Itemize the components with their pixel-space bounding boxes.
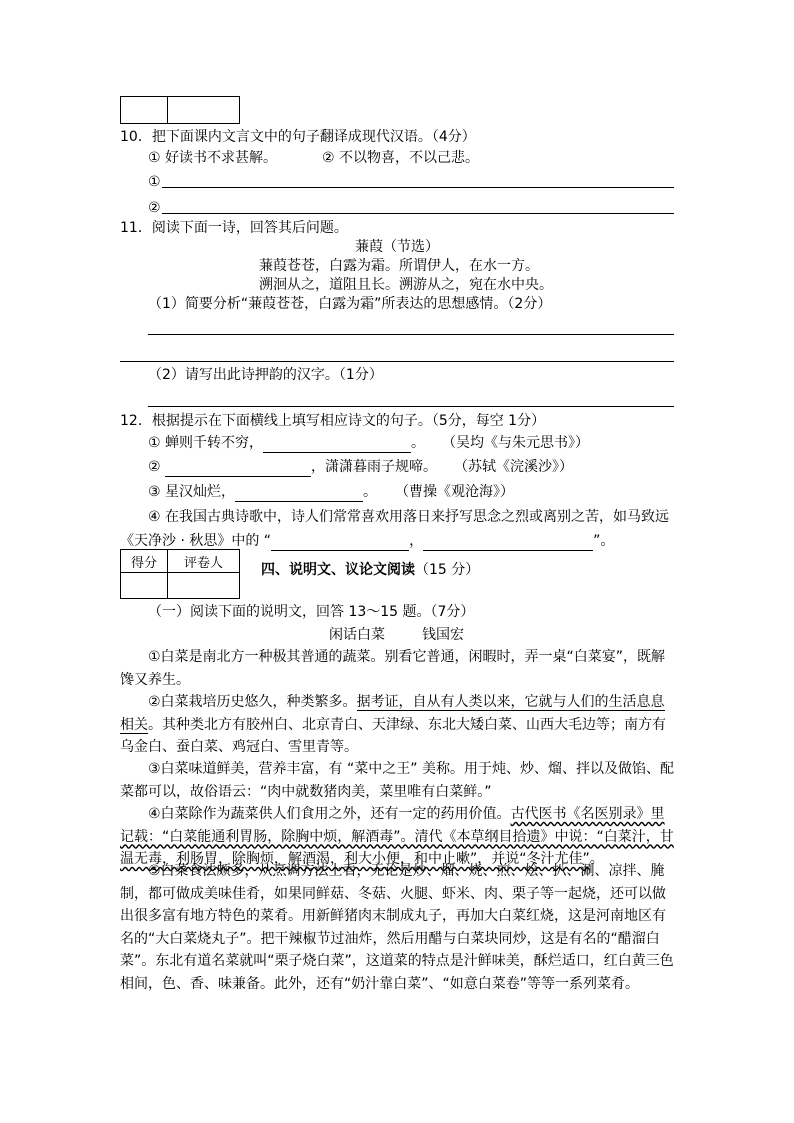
score-box-header-score: 得分 <box>121 550 168 573</box>
poem-line-1: 蒹葭苍苍，白露为霜。所谓伊人，在水一方。 <box>259 258 539 274</box>
section-4-title: 四、说明文、议论文阅读 <box>261 562 415 578</box>
section-4-heading <box>261 560 479 580</box>
q12-item-2-source: （苏轼《浣溪沙》） <box>454 459 573 475</box>
top-score-box <box>120 96 240 124</box>
paragraph-1: ①白菜是南北方一种极其普通的蔬菜。别看它普通，闲暇时，弄一桌“白菜宴”，既解馋又养生。 <box>120 649 666 688</box>
q12-item-4-comma: ， <box>409 533 424 549</box>
paragraph-2 <box>120 691 676 759</box>
q11-sub-2: （2）请写出此诗押韵的汉字。（1分） <box>148 367 383 383</box>
q10-answer-line-2[interactable] <box>162 213 674 214</box>
q12-stem: 12．根据提示在下面横线上填写相应诗文的句子。（5分，每空 1分） <box>120 413 546 429</box>
q12-blank-2[interactable] <box>165 460 311 477</box>
q12-item-4-end: ”。 <box>593 533 615 549</box>
poem-title: 蒹葭（节选） <box>355 239 439 255</box>
paragraph-5: ⑤白菜食法颇多，从烹调方法上看，无论是炒、熘、烧、煎、烩、扒、涮、凉拌、腌制，都可做成美味佳肴，如果同鲜菇、冬菇、火腿、虾米、肉、栗子等一起烧，还可以做出很多富有地方特色的菜肴。用新鲜猪肉末制成丸子，再加大白菜红烧，这是河南地区有名的“大白菜烧丸子”。把干辣椒节过油炸，然后用醋与白菜块同炒，这是有名的“醋溜白菜”。东北有道名菜就叫“栗子烧白菜”，这道菜的特点是汁鲜味美，酥烂适口，红白黄三色相间，色、香、味兼备。此外，还有“奶汁靠白菜”、“如意白菜卷”等等一系列菜肴。 <box>120 863 674 992</box>
q12-item-2-suffix: ，潇潇暮雨子规啼。 <box>311 459 438 475</box>
passage-intro: （一）阅读下面的说明文，回答 13～15 题。（7分） <box>148 604 475 620</box>
q10-sentence-1: ① 好读书不求甚解。 <box>148 150 278 166</box>
q12-item-1 <box>148 433 425 453</box>
paragraph-4-wavy-underlined: 古代医书《名医别录》里记载：“白菜能通利胃肠，除胸中烦，解酒毒”。清代《本草纲目拾遗》中说：“白菜汁，甘温无毒，利肠胃，除胸烦，解酒渴，利大小便，和中止嗽”，并说“冬汁尤佳” <box>120 806 674 867</box>
passage-author: 钱国宏 <box>422 627 464 643</box>
q11-answer-line-1[interactable] <box>148 334 674 335</box>
paragraph-2-underlined: 据考证，自从有人类以来，它就与人们的生活息息相关 <box>120 694 665 733</box>
score-box-header-grader: 评卷人 <box>168 550 240 573</box>
q12-blank-4[interactable] <box>271 534 409 551</box>
q12-item-4-line-1: ④ 在我国古典诗歌中，诗人们常常喜欢用落日来抒写思念之烈或离别之苦，如马致远 <box>148 509 669 525</box>
q11-sub-1: （1）简要分析“蒹葭苍苍，白露为霜”所表达的思想感情。（2分） <box>148 296 552 312</box>
q11-stem: 11．阅读下面一诗，回答其后问题。 <box>120 220 348 236</box>
q12-item-3-prefix: ③ 星汉灿烂， <box>148 484 236 500</box>
q10-answer-mark-2: ② <box>148 200 161 216</box>
score-box-grader-cell[interactable] <box>168 573 240 599</box>
q11-answer-line-3[interactable] <box>148 406 674 407</box>
paragraph-4-start: ④白菜除作为蔬菜供人们食用之外，还有一定的药用价值。 <box>148 806 511 822</box>
q12-blank-5[interactable] <box>423 534 593 551</box>
section-4-score: （15 分） <box>415 562 480 578</box>
q12-item-1-source: （吴均《与朱元思书》） <box>442 435 589 451</box>
q12-item-2-prefix: ② <box>148 459 161 475</box>
q12-blank-1[interactable] <box>263 436 411 453</box>
top-score-cell-1 <box>121 97 168 124</box>
q10-answer-line-1[interactable] <box>162 187 674 188</box>
passage-title: 闲话白菜 <box>329 627 385 643</box>
q10-stem: 10．把下面课内文言文中的句子翻译成现代汉语。（4分） <box>120 129 476 145</box>
paragraph-3: ③白菜味道鲜美，营养丰富，有 “菜中之王” 美称。用于炖、炒、熘、拌以及做馅、配菜都可以，故俗语云：“肉中就数猪肉美，菜里唯有白菜鲜。” <box>120 761 674 800</box>
q12-item-1-prefix: ① 蝉则千转不穷， <box>148 435 264 451</box>
q10-sentence-2: ② 不以物喜，不以己悲。 <box>322 150 480 166</box>
paragraph-4-end: 。 <box>589 851 604 867</box>
poem-line-2: 溯洄从之，道阻且长。溯游从之，宛在水中央。 <box>259 277 553 293</box>
q12-item-3-source: （曹操《观沧海》） <box>395 484 514 500</box>
q10-answer-mark-1: ① <box>148 174 161 190</box>
score-box-score-cell[interactable] <box>121 573 168 599</box>
q12-blank-3[interactable] <box>235 485 363 502</box>
top-score-cell-2 <box>168 97 240 124</box>
q12-item-3-suffix: 。 <box>363 484 378 500</box>
q12-item-3 <box>148 482 377 502</box>
paragraph-2-start: ②白菜栽培历史悠久，种类繁多。 <box>148 694 357 710</box>
q12-item-4-line-2 <box>120 531 614 551</box>
section-score-box <box>120 549 240 599</box>
q12-item-1-suffix: 。 <box>411 435 426 451</box>
q11-answer-line-2[interactable] <box>120 361 674 362</box>
paragraph-2-rest: 。其种类北方有胶州白、北京青白、天津绿、东北大矮白菜、山西大毛边等；南方有乌金白、蚕白菜、鸡冠白、雪里青等。 <box>120 716 666 755</box>
q12-item-4-prefix: 《天净沙 · 秋思》中的 “ <box>120 533 272 549</box>
q12-item-2 <box>148 457 437 477</box>
